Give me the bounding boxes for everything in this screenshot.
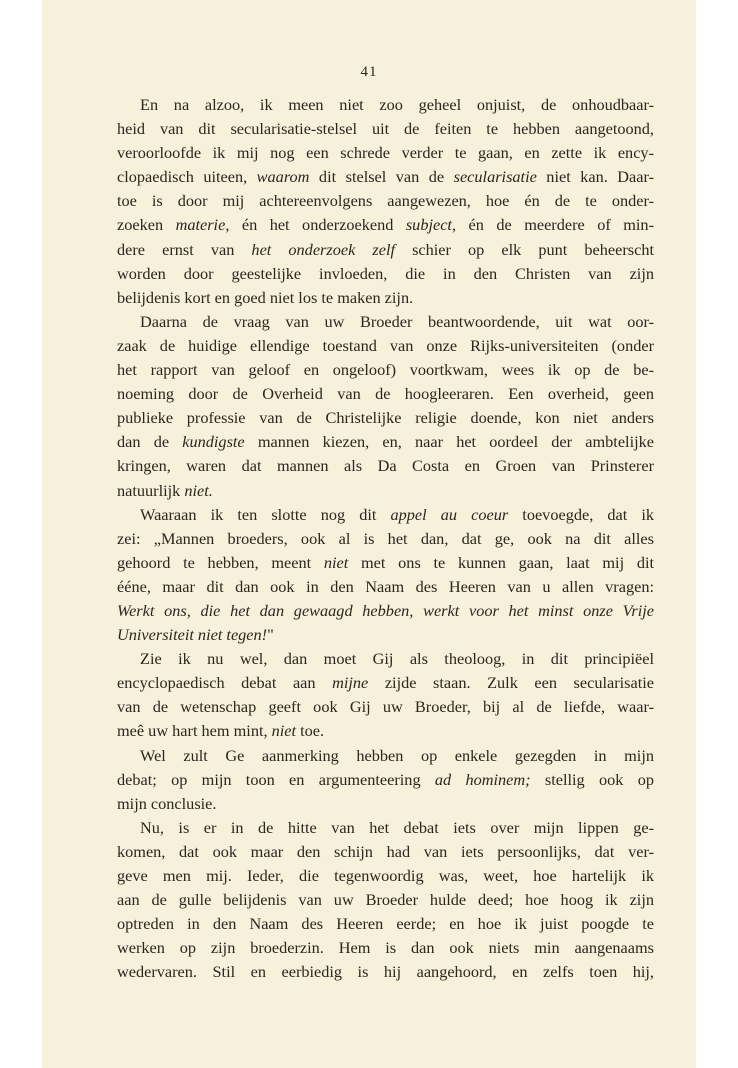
text-line: worden door geestelijke invloeden, die in den Christen van zijn — [117, 263, 654, 283]
text-line: kringen, waren dat mannen als Da Costa en Groen van Prinsterer — [117, 456, 654, 476]
italic-text: mijne — [332, 673, 369, 693]
text-line: het rapport van geloof en ongeloof) voortkwam, wees ik op de be- — [117, 360, 654, 380]
text-line: zei: „Mannen broeders, ook al is het dan, dat ge, ook na dit alles — [117, 528, 654, 548]
text-line: zaak de huidige ellendige toestand van onze Rijks-universiteiten (onder — [117, 335, 654, 355]
text-line: aan de gulle belijdenis van uw Broeder hulde deed; hoe hoog ik zijn — [117, 890, 654, 910]
text-line: wedervaren. Stil en eerbiedig is hij aangehoord, en zelfs toen hij, — [117, 962, 654, 982]
text-line: toe is door mij achtereenvolgens aangewezen, hoe én de te onder- — [117, 191, 654, 211]
text-line: clopaedisch uiteen, waarom dit stelsel van de secularisatie niet kan. Daar- — [117, 167, 654, 187]
text-line: gehoord te hebben, meent niet met ons te kunnen gaan, laat mij dit — [117, 552, 655, 572]
text-line: Daarna de vraag van uw Broeder beantwoordende, uit wat oor- — [140, 311, 654, 331]
paragraph — [117, 816, 654, 985]
paragraph — [117, 93, 654, 310]
italic-text: subject — [405, 215, 452, 235]
italic-text: niet — [271, 721, 297, 741]
text-line: noeming door de Overheid van de hoogleeraren. Een overheid, geen — [117, 384, 654, 404]
text-line: belijdenis kort en goed niet los te maken zijn. — [117, 287, 414, 307]
text-line: werken op zijn broederzin. Hem is dan ook niets min aangenaams — [117, 938, 654, 958]
paragraph — [117, 744, 654, 816]
text-line: Zie ik nu wel, dan moet Gij als theoloog, in dit principiëel — [140, 649, 654, 669]
text-line: Universiteit niet tegen!" — [117, 625, 274, 645]
text-line: encyclopaedisch debat aan mijne zijde staan. Zulk een secularisatie — [117, 673, 654, 693]
paragraph — [117, 310, 654, 503]
text-line: Wel zult Ge aanmerking hebben op enkele gezegden in mijn — [140, 745, 654, 765]
text-line: heid van dit secularisatie-stelsel uit de feiten te hebben aangetoond, — [117, 119, 654, 139]
text-line: optreden in den Naam des Heeren eerde; en hoe ik juist poogde te — [117, 914, 654, 934]
text-line: meê uw hart hem mint, niet toe. — [117, 721, 325, 741]
text-line: Nu, is er in de hitte van het debat iets over mijn lippen ge- — [140, 817, 654, 837]
paragraph — [117, 503, 654, 648]
italic-text: het onderzoek zelf — [251, 239, 395, 259]
text-line: ééne, maar dit dan ook in den Naam des Heeren van u allen vragen: — [117, 576, 654, 596]
page — [42, 0, 696, 1068]
italic-text: materie — [175, 215, 226, 235]
text-line: natuurlijk niet. — [117, 480, 213, 500]
italic-text: niet — [323, 552, 349, 572]
italic-text: Universiteit niet tegen! — [117, 625, 268, 645]
text-line: En na alzoo, ik meen niet zoo geheel onjuist, de onhoudbaar- — [140, 95, 654, 114]
text-line — [117, 599, 654, 623]
italic-text: ad hominem; — [434, 769, 531, 789]
text-line: Waaraan ik ten slotte nog dit appel au coeur toevoegde, dat ik — [140, 504, 654, 524]
text-line: veroorloofde ik mij nog een schrede verder te gaan, en zette ik ency- — [117, 143, 654, 163]
text-line: dere ernst van het onderzoek zelf schier op elk punt beheerscht — [117, 239, 654, 259]
text-line: mijn conclusie. — [117, 793, 217, 813]
text-line: komen, dat ook maar den schijn had van iets persoonlijks, dat ver- — [117, 841, 654, 861]
italic-text: waarom — [256, 167, 310, 187]
italic-text: kundigste — [182, 432, 245, 452]
italic-text: niet. — [184, 480, 213, 500]
text-line: geve men mij. Ieder, die tegenwoordig was, weet, hoe hartelijk ik — [117, 866, 654, 885]
paragraph — [117, 647, 654, 743]
text-line: publieke professie van de Christelijke religie doende, kon niet anders — [117, 408, 654, 428]
text-line: van de wetenschap geeft ook Gij uw Broeder, bij al de liefde, waar- — [117, 697, 654, 717]
text-line: dan de kundigste mannen kiezen, en, naar het oordeel der ambtelijke — [117, 432, 654, 452]
italic-text: appel au coeur — [390, 504, 509, 524]
body-text — [117, 93, 654, 984]
italic-text: secularisatie — [453, 167, 537, 187]
text-line: zoeken materie, én het onderzoekend subject, én de meerdere of min- — [117, 215, 654, 235]
page-number: 41 — [360, 64, 378, 80]
text-line: debat; op mijn toon en argumenteering ad hominem; stellig ook op — [117, 769, 654, 789]
italic-text: Werkt ons, die het dan gewaagd hebben, werkt voor het minst onze Vrije — [117, 600, 654, 620]
